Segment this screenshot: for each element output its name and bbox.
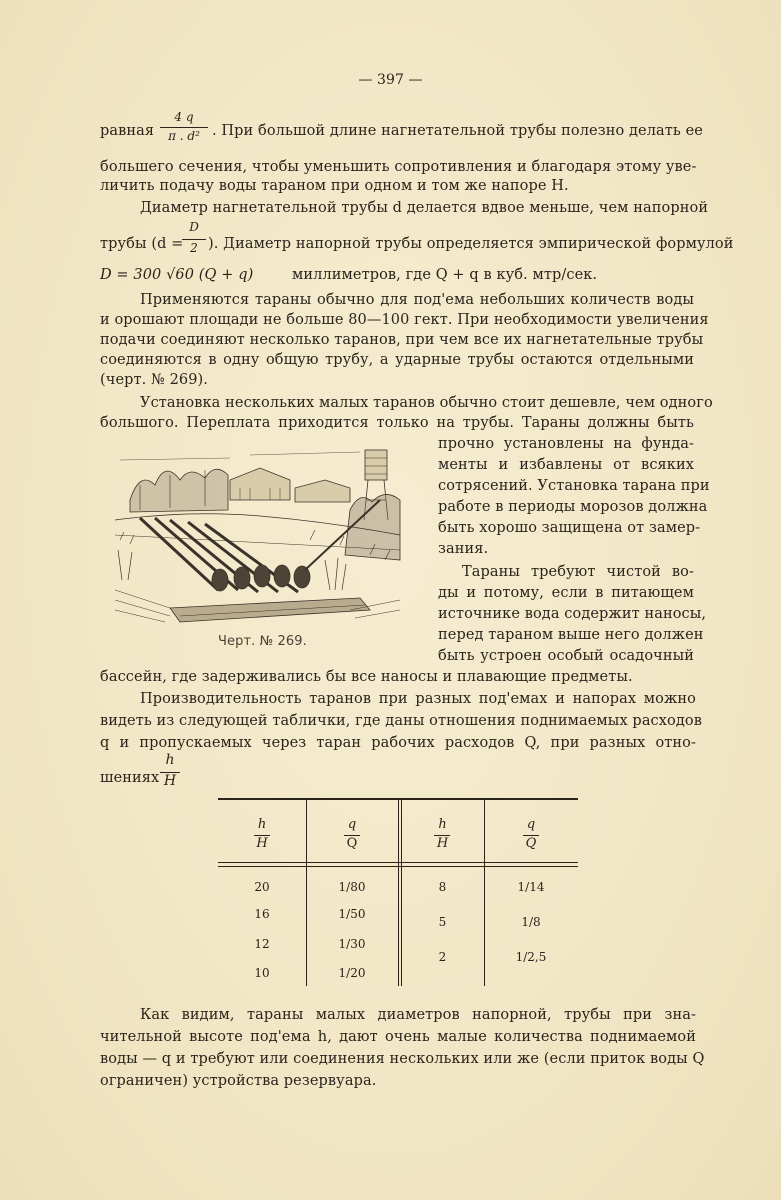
para7-line: Как видим, тараны малых диаметров напорной, трубы при зна- [140, 1007, 696, 1023]
table-header-denominator: H [256, 836, 268, 851]
para3-line: (черт. № 269). [100, 372, 209, 388]
para3-line: подачи соединяют несколько таранов, при чем все их нагнетательные трубы [100, 332, 704, 348]
para2-line3-rest: миллиметров, где Q + q в куб. мтр/сек. [292, 267, 598, 283]
para4-side-line: сотрясений. Установка тарана при [438, 478, 710, 494]
table-cell: 1/20 [338, 966, 366, 980]
table-cell: 16 [254, 907, 270, 921]
table-cell: 1/80 [338, 880, 366, 894]
para5-side-line: Тараны требуют чистой во- [462, 564, 694, 580]
table-header-denominator: Q [346, 836, 358, 851]
table-cell: 2 [438, 950, 447, 964]
para4-side-line: менты и избавлены от всяких [438, 457, 694, 473]
table-cell: 10 [254, 966, 270, 980]
figure-caption: Черт. № 269. [218, 634, 307, 649]
table-cell: 1/2,5 [515, 950, 547, 964]
para1-fraction-denominator: π . d² [168, 129, 200, 143]
para1-rest-text: . При большой длине нагнетательной трубы полезно делать ее [212, 123, 703, 139]
para4-side-line: быть хорошо защищена от замер- [438, 520, 701, 536]
table-cell: 1/50 [338, 907, 366, 921]
para7-line: чительной высоте под'ема h, дают очень малые количества поднимаемой [100, 1029, 696, 1045]
table-column-rule [398, 800, 399, 986]
fraction-bar [160, 127, 208, 128]
para7-line: воды — q и требуют или соединения нескольких или же (если приток воды Q [100, 1051, 705, 1067]
table-header-numerator: q [347, 817, 357, 832]
para1-fraction-numerator: 4 q [174, 110, 194, 124]
table-header-numerator: h [438, 817, 447, 832]
table-cell: 20 [254, 880, 270, 894]
table-header-numerator: q [526, 817, 536, 832]
page-number: — 397 — [358, 72, 423, 88]
para3-line: и орошают площади не больше 80—100 гект. При необходимости увеличения [100, 312, 709, 328]
table-header-denominator: H [436, 836, 449, 851]
para4-line: большого. Переплата приходится только на трубы. Тараны должны быть [100, 415, 694, 431]
table-header-numerator: h [257, 817, 267, 832]
para5-final-line: бассейн, где задерживались бы все наносы и плавающие предметы. [100, 669, 633, 685]
para1-line3: личить подачу воды тараном при одном и том же напоре H. [100, 178, 569, 194]
para7-line: ограничен) устройства резервуара. [100, 1073, 377, 1089]
table-cell: 1/8 [521, 915, 541, 929]
para5-side-line: ды и потому, если в питающем [438, 585, 694, 601]
para5-side-line: перед тараном выше него должен [438, 627, 704, 643]
para1-line1-rest [212, 121, 703, 141]
table-cell: 1/30 [338, 937, 366, 951]
para1-lead: равная [100, 123, 155, 139]
para6-line: видеть из следующей таблички, где даны отношения поднимаемых расходов [100, 713, 703, 729]
para3-line: Применяются тараны обычно для под'ема небольших количеств воды [140, 292, 694, 308]
table-cell: 12 [254, 937, 270, 951]
para2-line1: Диаметр нагнетательной трубы d делается вдвое меньше, чем напорной [140, 200, 709, 216]
para5-side-line: быть устроен особый осадочный [438, 648, 694, 664]
hydraulic-rams-engraving [110, 440, 402, 628]
diameter-formula: D = 300 √60 (Q + q) [100, 267, 254, 283]
para6-fraction-numerator: h [165, 752, 175, 768]
para6-line: q и пропускаемых через таран рабочих расходов Q, при разных отно- [100, 735, 696, 751]
para2-fraction-denominator: 2 [190, 241, 198, 255]
para4-side-line: работе в периоды морозов должна [438, 499, 708, 515]
para4-side-line: зания. [438, 541, 489, 557]
para2-fraction-numerator: D [189, 220, 199, 234]
para4-side-line: прочно установлены на фунда- [438, 436, 694, 452]
table-cell: 8 [438, 880, 447, 894]
para1-line2: большего сечения, чтобы уменьшить сопротивления и благодаря этому уве- [100, 159, 697, 175]
para3-line: соединяются в одну общую трубу, а ударные трубы остаются отдельными [100, 352, 694, 368]
para2-line2-start: трубы (d = [100, 236, 184, 252]
para6-fraction-denominator: H [163, 773, 177, 789]
para2-line2-end: ). Диаметр напорной трубы определяется эмпирической формулой [208, 236, 734, 252]
para6-line: Производительность таранов при разных под'емах и напорах можно [140, 691, 696, 707]
table-header-denominator: Q [525, 836, 537, 851]
fraction-bar [182, 239, 206, 240]
para5-side-line: источнике вода содержит наносы, [438, 606, 707, 622]
para4-line: Установка нескольких малых таранов обычно стоит дешевле, чем одного [140, 395, 713, 411]
table-cell: 5 [438, 915, 447, 929]
table-cell: 1/14 [517, 880, 545, 894]
para6-last-lead: шениях [100, 770, 160, 786]
